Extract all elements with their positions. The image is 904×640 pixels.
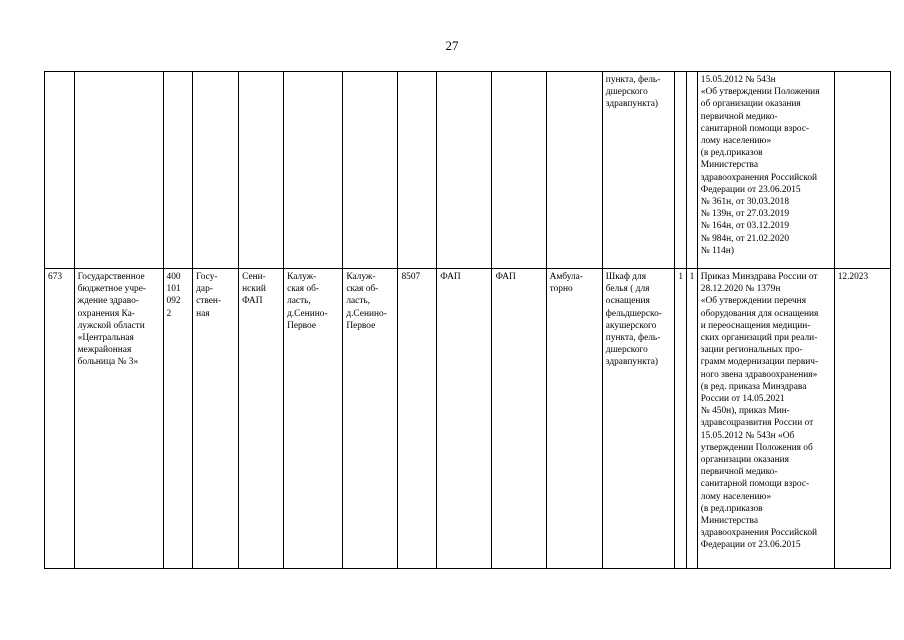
table-row [45,72,891,269]
cell-oktmo: 8507 [398,269,437,569]
cell-equipment: пункта, фель- дшерского здравпункта) [602,72,675,269]
cell-care [546,72,602,269]
cell-qty2 [686,72,697,269]
cell-qty2: 1 [686,269,697,569]
cell-date: 12.2023 [834,269,890,569]
cell-num: 673 [45,269,75,569]
cell-date [834,72,890,269]
cell-unit [239,72,284,269]
cell-type2 [492,72,546,269]
cell-num [45,72,75,269]
cell-ownership: Госу- дар- ствен- ная [193,269,239,569]
cell-institution [74,72,163,269]
equipment-table [44,71,891,569]
cell-qty1 [675,72,686,269]
page-number: 27 [445,38,459,53]
cell-region: Калуж- ская об- ласть, д.Сенино- Первое [284,269,343,569]
cell-settlement: Калуж- ская об- ласть, д.Сенино- Первое [343,269,398,569]
cell-region [284,72,343,269]
cell-type1: ФАП [437,269,492,569]
cell-settlement [343,72,398,269]
cell-equipment: Шкаф для белья ( для оснащения фельдшерско- акушерского пункта, фель- дшерского здравпункта) [602,269,675,569]
cell-type1 [437,72,492,269]
cell-ownership [193,72,239,269]
cell-basis: 15.05.2012 № 543н «Об утверждении Положения об организации оказания первичной медико- санитарной помощи взрос- лому населению» (в ред.приказов Министерства здравоохранения Российской Федерации от 23.06.2015 № 361н, от 30.03.2018 № 139н, от 27.03.2019 № 164н, от 03.12.2019 № 984н, от 21.02.2020 № 114н) [697,72,834,269]
cell-unit: Сени- нский ФАП [239,269,284,569]
table-row [45,269,891,569]
cell-type2: ФАП [492,269,546,569]
cell-code [163,72,193,269]
cell-code: 400 101 092 2 [163,269,193,569]
cell-basis: Приказ Минздрава России от 28.12.2020 № 1379н «Об утверждении перечня оборудования для оснащения и переоснащения медицин- ских организаций при реали- зации региональных про- грамм модернизации первич- ного звена здравоохранения» (в ред. приказа Минздрава России от 14.05.2021 № 450н), приказ Мин- здравсоцразвития России от 15.05.2012 № 543н «Об утверждении Положения об организации оказания первичной медико- санитарной помощи взрос- лому населению» (в ред.приказов Министерства здравоохранения Российской Федерации от 23.06.2015 [697,269,834,569]
cell-oktmo [398,72,437,269]
cell-care: Амбула- торно [546,269,602,569]
cell-institution: Государственное бюджетное учре- ждение здраво- охранения Ка- лужской области «Центральная межрайонная больница № 3» [74,269,163,569]
cell-qty1: 1 [675,269,686,569]
